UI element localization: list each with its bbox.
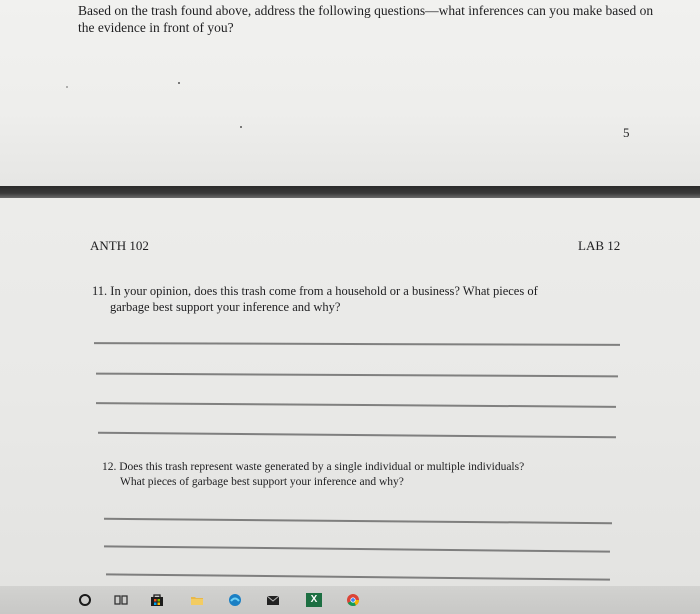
course-code: ANTH 102: [90, 238, 149, 253]
task-view-icon[interactable]: [114, 593, 128, 607]
paper-speck: [240, 126, 242, 128]
answer-line: [106, 573, 610, 580]
excel-icon-label: X: [310, 594, 318, 605]
answer-line: [104, 518, 612, 524]
paper-speck: [178, 82, 180, 84]
inference-prompt: Based on the trash found above, address the following questions—what inferences can you make based on the evidence in front of you?: [78, 3, 654, 35]
taskbar: [0, 586, 700, 614]
question-12-line-1: 12. Does this trash represent waste generated by a single individual or multiple individuals?: [102, 461, 525, 473]
question-11-line-2: garbage best support your inference and why?: [110, 300, 341, 314]
answer-line: [96, 402, 616, 407]
question-12: [102, 460, 602, 490]
edge-browser-icon[interactable]: [228, 593, 242, 607]
answer-line: [96, 373, 618, 377]
question-12-line-2: What pieces of garbage best support your inference and why?: [120, 476, 404, 488]
top-worksheet-page: [0, 0, 700, 186]
file-explorer-icon[interactable]: [190, 593, 204, 607]
question-11-line-1: 11. In your opinion, does this trash come from a household or a business? What pieces of: [92, 284, 538, 298]
paper-speck: [66, 86, 68, 88]
answer-line: [94, 342, 620, 345]
answer-line: [98, 432, 616, 438]
lab-number: LAB 12: [578, 238, 621, 253]
page-gap-shadow: [0, 186, 700, 198]
store-icon[interactable]: [150, 593, 164, 607]
bottom-worksheet-page: [0, 198, 700, 586]
chrome-icon[interactable]: [346, 593, 360, 607]
search-circle-icon[interactable]: [78, 593, 92, 607]
question-11: [92, 283, 592, 315]
answer-line: [104, 545, 610, 552]
mail-icon[interactable]: [266, 593, 280, 607]
excel-icon[interactable]: [306, 593, 322, 607]
page-number: 5: [623, 125, 630, 140]
